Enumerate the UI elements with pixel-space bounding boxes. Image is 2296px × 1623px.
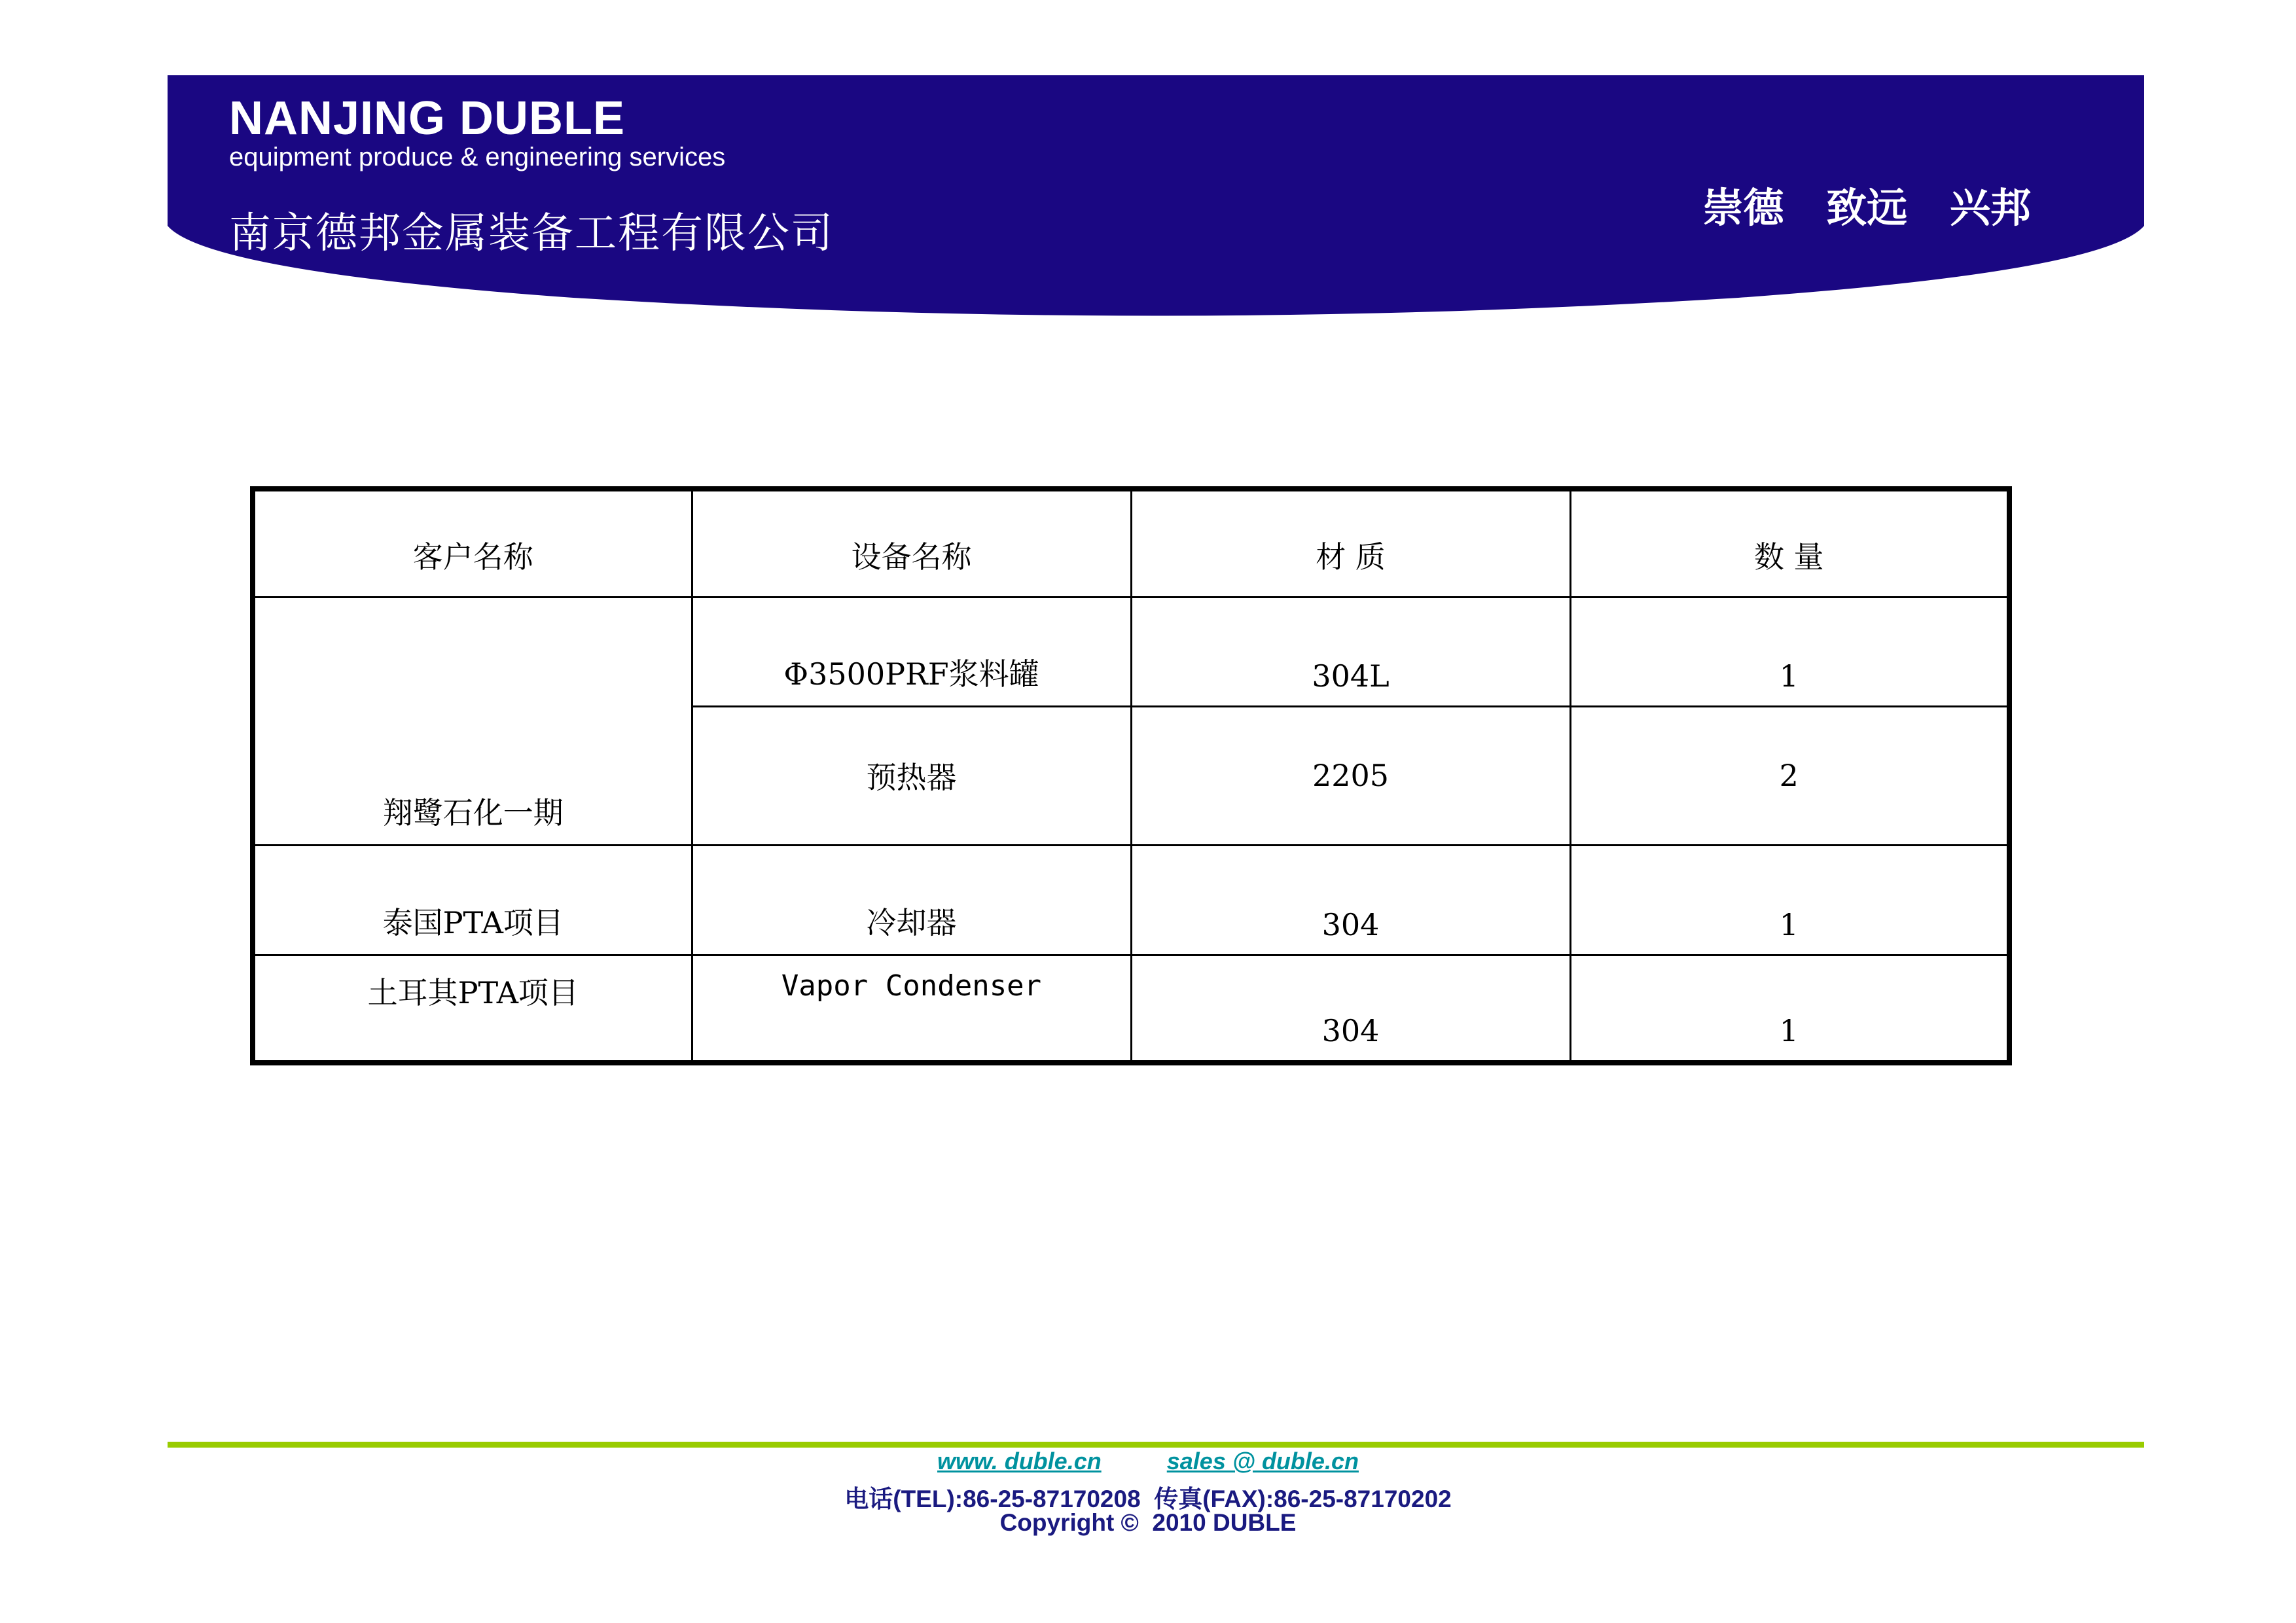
company-name-cn: 南京德邦金属装备工程有限公司: [229, 209, 834, 258]
table-row: [253, 955, 2009, 1063]
quantity-cell: 1: [1570, 955, 2009, 1063]
quantity-cell: 1: [1570, 845, 2009, 955]
project-table: [250, 486, 2012, 1065]
footer-links: [0, 1448, 2296, 1475]
header-customer: 客户名称: [253, 489, 692, 597]
table-row: [253, 845, 2009, 955]
footer-contact: 电话(TEL):86-25-87170208 传真(FAX):86-25-87170202: [844, 1486, 1452, 1512]
footer-copyright: Copyright © 2010 DUBLE: [999, 1509, 1297, 1536]
table-row: [253, 597, 2009, 706]
header-equipment: 设备名称: [692, 489, 1131, 597]
table-header-row: [253, 489, 2009, 597]
email-link[interactable]: sales @ duble.cn: [1166, 1448, 1359, 1474]
company-tagline: equipment produce & engineering services: [229, 143, 726, 171]
quantity-cell: 1: [1570, 597, 2009, 706]
material-cell: 304: [1131, 845, 1570, 955]
customer-cell: 泰国PTA项目: [253, 845, 692, 955]
equipment-cell: 预热器: [692, 706, 1131, 845]
company-slogan: 崇德 致远 兴邦: [1702, 184, 2031, 232]
customer-cell: 土耳其PTA项目: [253, 955, 692, 1063]
customer-cell: 翔鹭石化一期: [253, 597, 692, 845]
header-material: 材 质: [1131, 489, 1570, 597]
material-cell: 2205: [1131, 706, 1570, 845]
website-link[interactable]: www. duble.cn: [937, 1448, 1102, 1474]
equipment-cell: Φ3500PRF浆料罐: [692, 597, 1131, 706]
equipment-cell: Vapor Condenser: [692, 955, 1131, 1063]
footer-divider: [168, 1442, 2144, 1448]
header-quantity: 数 量: [1570, 489, 2009, 597]
company-name-en: NANJING DUBLE: [229, 92, 626, 145]
project-table-container: [250, 486, 2017, 1065]
material-cell: 304L: [1131, 597, 1570, 706]
equipment-cell: 冷却器: [692, 845, 1131, 955]
material-cell: 304: [1131, 955, 1570, 1063]
quantity-cell: 2: [1570, 706, 2009, 845]
